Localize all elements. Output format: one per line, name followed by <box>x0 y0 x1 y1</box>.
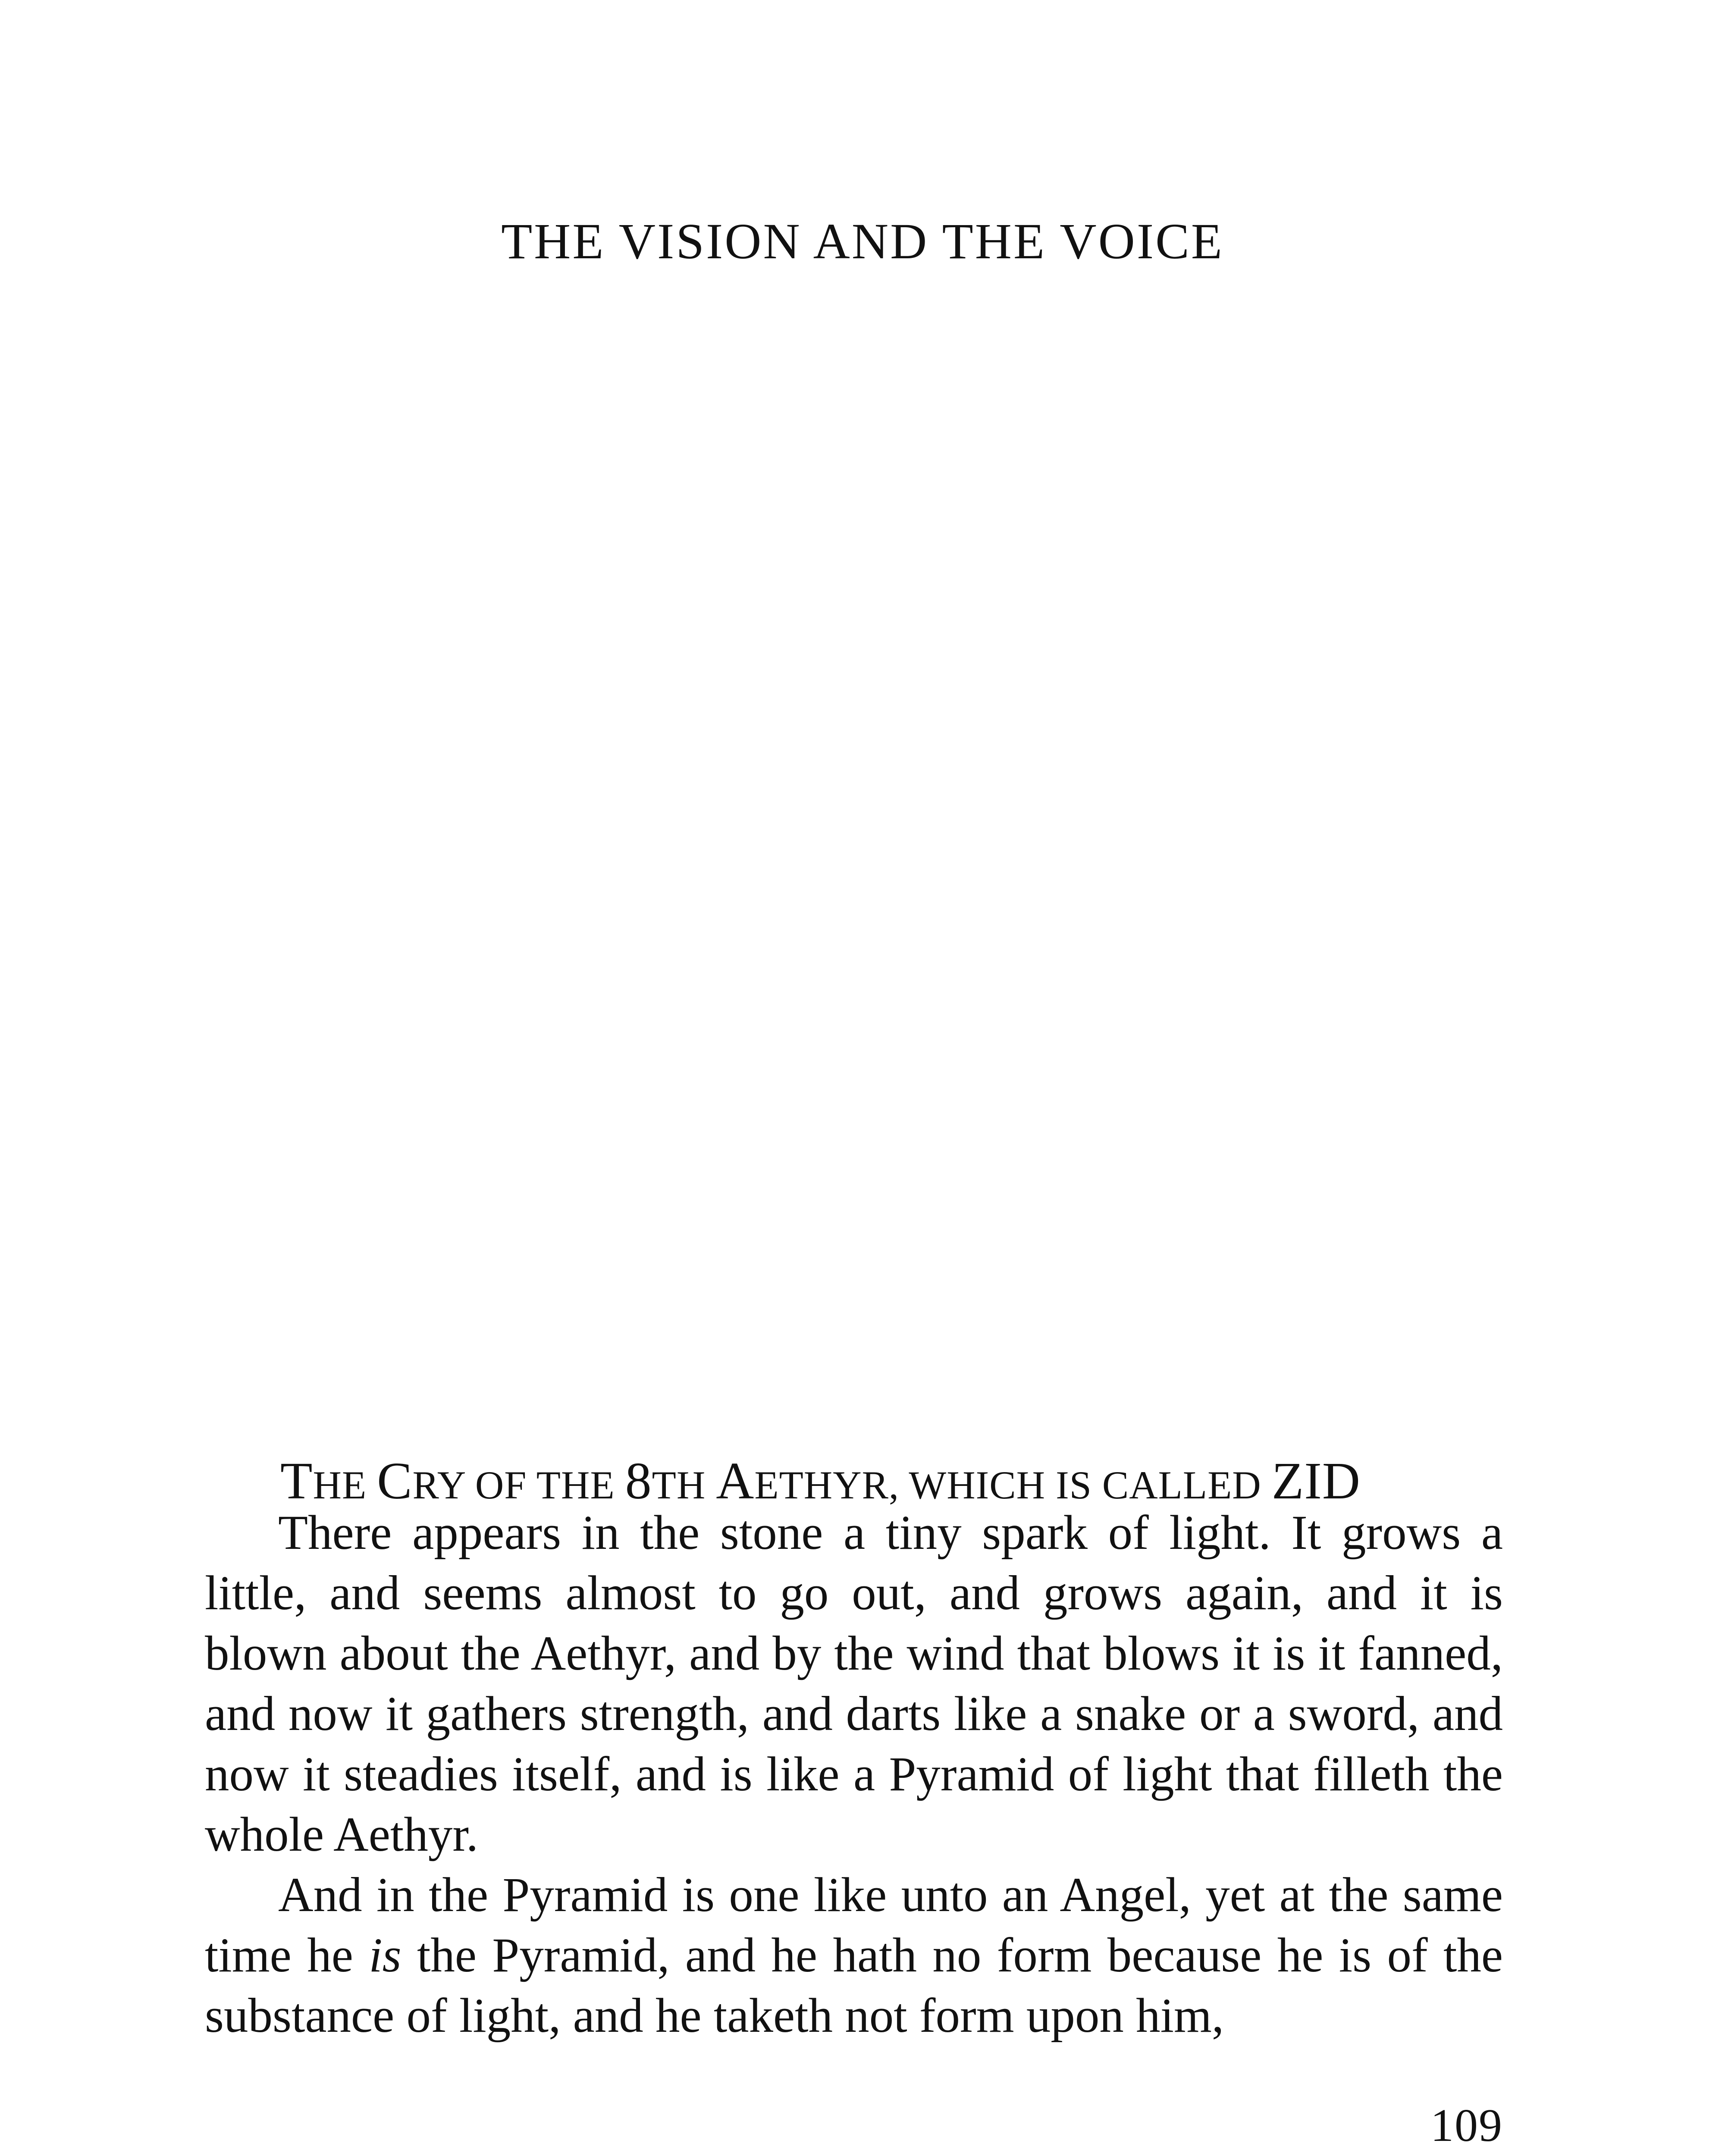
heading-name: ZID <box>1271 1452 1361 1510</box>
heading-capital: 8 <box>625 1452 652 1510</box>
emphasis-text: is <box>369 1928 401 1982</box>
paragraph: There appears in the stone a tiny spark of light. It grows a little, and seems almost to go out, and grows again, and it is blown about the Aethyr, and by the wind that blows it is it fanned, and now it gathers strength, and darts like a snake or a sword, and now it steadies itself, and is like a Pyramid of light that filleth the whole Aethyr. <box>205 1506 1503 1861</box>
heading-small-caps: TH <box>652 1463 706 1507</box>
paragraph <box>205 1865 1503 2046</box>
paragraph-text: the Pyramid, and he hath no form because he is of the substance of light, and he taketh not form upon him, <box>205 1928 1503 2043</box>
heading-small-caps: HE <box>313 1463 367 1507</box>
heading-capital: T <box>280 1452 313 1510</box>
heading-small-caps: RY OF THE <box>412 1463 615 1507</box>
paragraph-text: And in the Pyramid is one like unto an Angel, yet at the same time he <box>205 1868 1503 1982</box>
running-head: THE VISION AND THE VOICE <box>501 213 1224 270</box>
heading-capital: A <box>716 1452 755 1510</box>
body-text <box>205 1503 1503 2046</box>
heading-capital: C <box>377 1452 413 1510</box>
page-number: 109 <box>1430 2100 1503 2151</box>
heading-small-caps: ETHYR, WHICH IS CALLED <box>754 1463 1261 1507</box>
